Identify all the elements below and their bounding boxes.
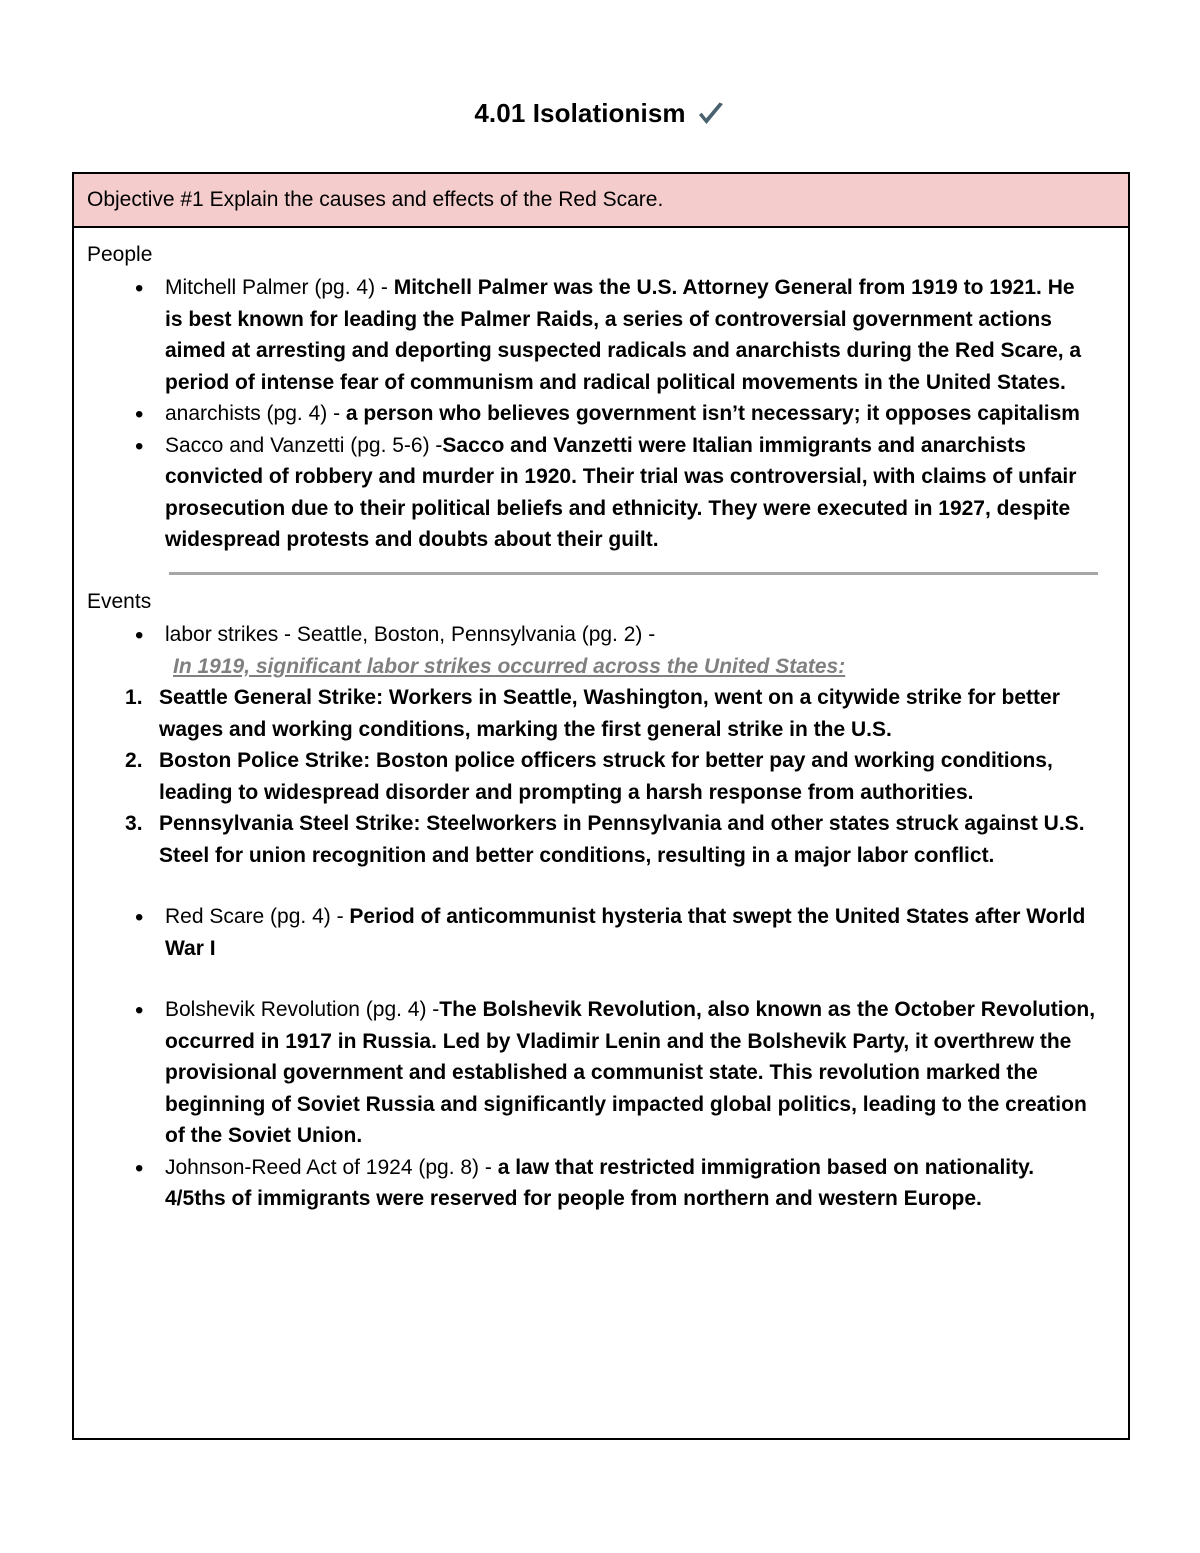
list-item: Boston Police Strike: Boston police officers struck for better pay and working conditions, leading to widespread disorder and prompting a harsh response from authorities.	[159, 749, 1053, 804]
page-title-text: 4.01 Isolationism	[474, 97, 686, 128]
events-list-bottom	[87, 994, 1114, 1215]
objective-table	[72, 172, 1130, 1440]
list-item	[87, 619, 1114, 682]
list-item	[87, 1152, 1114, 1215]
people-term-1: anarchists (pg. 4) -	[165, 402, 346, 426]
list-item	[87, 430, 1114, 556]
events-term-1: Bolshevik Revolution (pg. 4) -	[165, 998, 440, 1022]
people-definition-2: Sacco and Vanzetti were Italian immigrants and anarchists convicted of robbery and murder in 1920. Their trial was controversial, with claims of unfair prosecution due to their political beliefs and ethnicity. They were executed in 1927, despite widespread protests and doubts about their guilt.	[165, 433, 1077, 552]
people-term-0: Mitchell Palmer (pg. 4) -	[165, 276, 394, 300]
people-definition-0: Mitchell Palmer was the U.S. Attorney General from 1919 to 1921. He is best known for leading the Palmer Raids, a series of controversial government actions aimed at arresting and deporting suspected radicals and anarchists during the Red Scare, a period of intense fear of communism and radical political movements in the United States.	[165, 276, 1082, 394]
people-term-2: Sacco and Vanzetti (pg. 5-6) -	[165, 433, 443, 457]
people-definition-1: a person who believes government isn’t necessary; it opposes capitalism	[345, 402, 1080, 426]
events-term-0: Red Scare (pg. 4) -	[165, 905, 350, 929]
spacer	[87, 871, 1114, 901]
labor-strikes-term: labor strikes - Seattle, Boston, Pennsylvania (pg. 2) -	[165, 623, 656, 647]
objective-header-text: Objective #1 Explain the causes and effects of the Red Scare.	[87, 188, 664, 212]
events-definition-1: The Bolshevik Revolution, also known as the October Revolution, occurred in 1917 in Russia. Led by Vladimir Lenin and the Bolshevik Party, it overthrew the provisional government and established a communist state. This revolution marked the beginning of Soviet Russia and significantly impacted global politics, leading to the creation of the Soviet Union.	[165, 998, 1096, 1148]
events-definition-2: a law that restricted immigration based on nationality. 4/5ths of immigrants were reserved for people from northern and western Europe.	[165, 1155, 1035, 1211]
check-mark-icon	[696, 100, 726, 130]
objective-header-row	[74, 174, 1128, 228]
events-list-top	[87, 619, 1114, 682]
list-item: Seattle General Strike: Workers in Seattle, Washington, went on a citywide strike for better wages and working conditions, marking the first general strike in the U.S.	[159, 686, 1060, 741]
events-heading: Events	[87, 589, 152, 613]
list-item	[87, 994, 1114, 1152]
strike-numbered-list	[87, 682, 1114, 871]
spacer	[87, 964, 1114, 994]
labor-strikes-subline: In 1919, significant labor strikes occurred across the United States:	[173, 654, 846, 678]
section-divider	[169, 572, 1098, 575]
objective-body	[74, 228, 1128, 1438]
people-heading: People	[87, 243, 153, 266]
list-item	[87, 272, 1114, 398]
page-title	[0, 0, 1200, 128]
list-item: Pennsylvania Steel Strike: Steelworkers in Pennsylvania and other states struck against U.S. Steel for union recognition and better conditions, resulting in a major labor conflict.	[159, 812, 1085, 867]
events-definition-0: Period of anticommunist hysteria that swept the United States after World War I	[165, 905, 1086, 960]
list-item	[87, 901, 1114, 964]
list-item	[87, 398, 1114, 430]
events-list-red-scare	[87, 901, 1114, 964]
events-term-2: Johnson-Reed Act of 1924 (pg. 8) -	[165, 1155, 498, 1179]
people-list	[87, 272, 1114, 556]
